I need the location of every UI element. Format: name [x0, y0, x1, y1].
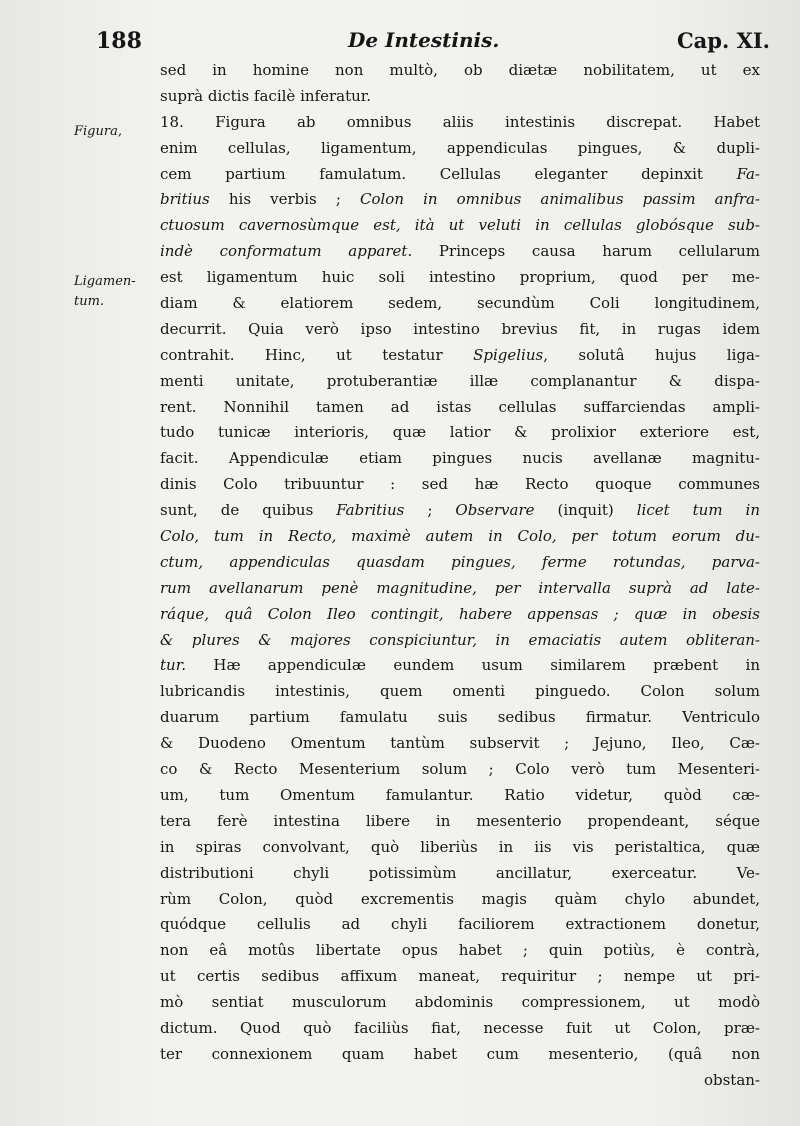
- text-segment: est ligamentum huic soli intestino proprium, quod per me-: [160, 268, 760, 287]
- text-segment: ctuosum cavernosùmque est, ità ut veluti in cellulas globósque sub-: [160, 216, 760, 235]
- text-line: [160, 187, 760, 213]
- text-segment: quódque cellulis ad chyli faciliorem extractionem donetur,: [160, 915, 760, 934]
- text-line: [160, 1042, 760, 1068]
- text-line: [160, 705, 760, 731]
- text-segment: um, tum Omentum famulantur. Ratio videtur, quòd cæ-: [160, 785, 760, 804]
- text-segment: rùm Colon, quòd excrementis magis quàm chylo abundet,: [160, 889, 760, 908]
- text-segment: licet tum in: [636, 501, 760, 520]
- text-segment: lubricandis intestinis, quem omenti pinguedo. Colon solum: [160, 682, 760, 701]
- text-line: [160, 731, 760, 757]
- text-segment: Colon in omnibus animalibus passim anfra-: [359, 190, 760, 209]
- text-line: [160, 84, 760, 110]
- text-segment: indè conformatum apparet.: [160, 242, 413, 261]
- text-segment: non eâ motûs libertate opus habet ; quin potiùs, è contrà,: [160, 941, 760, 960]
- text-line: [160, 498, 760, 524]
- text-segment: ráque, quâ Colon Ileo contingit, habere appensas ; quæ in obesis: [160, 604, 760, 623]
- text-segment: Princeps causa harum cellularum: [412, 242, 760, 261]
- text-line: [160, 472, 760, 498]
- text-line: [160, 653, 760, 679]
- text-line: [160, 550, 760, 576]
- text-segment: Spigelius: [473, 345, 544, 364]
- text-segment: , solutâ hujus liga-: [543, 345, 760, 364]
- text-line: [160, 990, 760, 1016]
- text-line: [160, 835, 760, 861]
- margin-note-ligamentum: [74, 272, 136, 312]
- margin-note-line: Ligamen-: [74, 274, 136, 289]
- text-segment: dinis Colo tribuuntur : sed hæ Recto quoque communes: [160, 475, 760, 494]
- text-segment: mò sentiat musculorum abdominis compressionem, ut modò: [160, 993, 760, 1012]
- margin-note-line: tum.: [74, 294, 105, 309]
- text-segment: his verbis ;: [209, 190, 360, 209]
- body-text: [160, 58, 760, 1094]
- text-segment: ctum, appendiculas quasdam pingues, ferme rotundas, parva-: [160, 552, 760, 571]
- text-segment: rent. Nonnihil tamen ad istas cellulas suffarciendas ampli-: [160, 397, 760, 416]
- text-segment: ;: [404, 501, 456, 520]
- text-line: [160, 136, 760, 162]
- text-line: [160, 576, 760, 602]
- text-line: [160, 912, 760, 938]
- text-segment: in spiras convolvant, quò liberiùs in iis vis peristaltica, quæ: [160, 837, 760, 856]
- text-segment: 18. Figura ab omnibus aliis intestinis discrepat. Habet: [160, 112, 760, 131]
- text-segment: dictum. Quod quò faciliùs fiat, necesse fuit ut Colon, præ-: [160, 1018, 760, 1037]
- running-title: De Intestinis.: [348, 28, 500, 52]
- text-line: [160, 446, 760, 472]
- text-segment: Observare: [455, 501, 535, 520]
- text-line: [160, 1068, 760, 1094]
- text-line: [160, 628, 760, 654]
- chapter-label: Cap. XI.: [676, 28, 770, 53]
- text-line: [160, 291, 760, 317]
- page-number: 188: [96, 28, 142, 54]
- text-segment: duarum partium famulatu suis sedibus firmatur. Ventriculo: [160, 708, 760, 727]
- text-segment: contrahit. Hinc, ut testatur: [160, 345, 474, 364]
- text-line: [160, 679, 760, 705]
- text-line: [160, 58, 760, 84]
- text-segment: Fa-: [736, 164, 760, 183]
- margin-note-figura: Figura,: [74, 124, 122, 139]
- text-segment: & Duodeno Omentum tantùm subservit ; Jejuno, Ileo, Cæ-: [160, 734, 760, 753]
- text-line: [160, 757, 760, 783]
- text-segment: facit. Appendiculæ etiam pingues nucis avellanæ magnitu-: [160, 449, 760, 468]
- text-segment: enim cellulas, ligamentum, appendiculas pingues, & dupli-: [160, 138, 760, 157]
- text-line: [160, 369, 760, 395]
- text-line: [160, 162, 760, 188]
- text-line: [160, 420, 760, 446]
- text-segment: rum avellanarum penè magnitudine, per intervalla suprà ad late-: [160, 578, 760, 597]
- text-segment: co & Recto Mesenterium solum ; Colo verò tum Mesenteri-: [160, 760, 760, 779]
- text-line: [160, 524, 760, 550]
- text-segment: britius: [160, 190, 210, 209]
- text-segment: tera ferè intestina libere in mesenterio propendeant, séque: [160, 811, 760, 830]
- text-segment: sed in homine non multò, ob diætæ nobilitatem, ut ex: [160, 61, 760, 79]
- text-segment: tur.: [160, 656, 186, 675]
- text-segment: menti unitate, protuberantiæ illæ complanantur & dispa-: [160, 371, 760, 390]
- text-line: [160, 602, 760, 628]
- text-segment: (inquit): [534, 501, 637, 520]
- text-line: [160, 239, 760, 265]
- text-line: [160, 783, 760, 809]
- text-segment: & plures & majores conspiciuntur, in emaciatis autem obliteran-: [160, 630, 760, 649]
- text-segment: cem partium famulatum. Cellulas eleganter depinxit: [160, 164, 737, 183]
- text-line: [160, 110, 760, 136]
- text-segment: ter connexionem quam habet cum mesenterio, (quâ non: [160, 1044, 760, 1063]
- text-line: [160, 213, 760, 239]
- text-line: [160, 395, 760, 421]
- text-segment: Hæ appendiculæ eundem usum similarem præbent in: [185, 656, 760, 675]
- text-line: [160, 861, 760, 887]
- text-segment: decurrit. Quia verò ipso intestino brevius fit, in rugas idem: [160, 319, 760, 338]
- text-line: [160, 964, 760, 990]
- text-line: [160, 887, 760, 913]
- text-line: [160, 265, 760, 291]
- text-line: [160, 317, 760, 343]
- text-line: [160, 343, 760, 369]
- text-segment: ut certis sedibus affixum maneat, requiritur ; nempe ut pri-: [160, 967, 760, 986]
- text-segment: Fabritius: [336, 501, 405, 520]
- text-line: [160, 938, 760, 964]
- text-segment: suprà dictis facilè inferatur.: [160, 86, 372, 105]
- text-segment: obstan-: [703, 1070, 760, 1089]
- text-segment: distributioni chyli potissimùm ancillatur, exerceatur. Ve-: [160, 863, 760, 882]
- text-segment: Colo, tum in Recto, maximè autem in Colo, per totum eorum du-: [160, 527, 760, 546]
- text-segment: sunt, de quibus: [160, 501, 337, 520]
- text-segment: tudo tunicæ interioris, quæ latior & prolixior exteriore est,: [160, 423, 760, 442]
- text-segment: diam & elatiorem sedem, secundùm Coli longitudinem,: [160, 294, 760, 313]
- text-line: [160, 809, 760, 835]
- text-line: [160, 1016, 760, 1042]
